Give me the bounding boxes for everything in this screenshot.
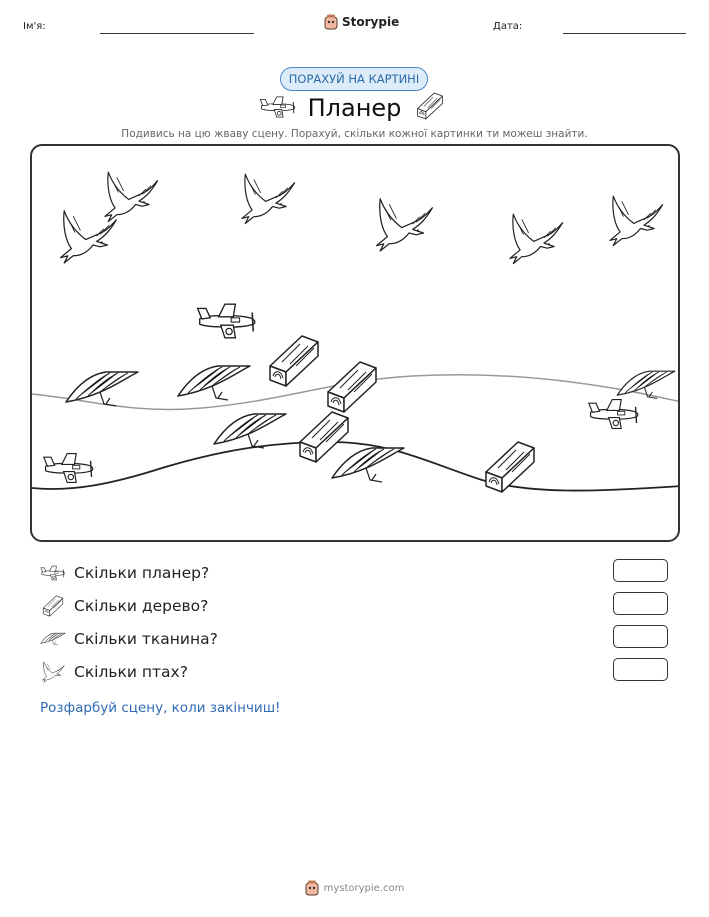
wood-plank: [300, 412, 348, 462]
question-text: Скільки тканина?: [74, 630, 218, 648]
storypie-logo-icon: [305, 880, 319, 896]
date-label: Дата:: [493, 21, 523, 32]
question-row: [40, 660, 188, 684]
hang-glider: [332, 448, 404, 482]
plane: [198, 304, 255, 338]
scene-illustration: [32, 146, 680, 542]
bird-icon: [40, 661, 66, 683]
answer-box-bird[interactable]: [613, 658, 668, 681]
wood-plank-icon: [40, 595, 66, 617]
question-row: [40, 627, 218, 651]
counting-scene: [30, 144, 680, 542]
page-title: Планер: [307, 94, 402, 122]
date-line[interactable]: [563, 33, 686, 34]
question-text: Скільки планер?: [74, 564, 210, 582]
wood-plank: [270, 336, 318, 386]
plane-icon: [40, 563, 66, 583]
hang-glider: [66, 372, 138, 406]
question-row: [40, 561, 209, 585]
wood-plank-icon: [414, 92, 446, 120]
plane: [589, 400, 638, 429]
question-text: Скільки дерево?: [74, 597, 209, 615]
name-line[interactable]: [100, 33, 254, 34]
hang-glider-icon: [40, 629, 66, 649]
storypie-logo-icon: [324, 14, 338, 30]
question-row: [40, 594, 208, 618]
bird: [61, 211, 117, 263]
question-text: Скільки птах?: [74, 663, 188, 681]
bird: [510, 214, 563, 263]
hang-glider: [214, 414, 286, 448]
bird: [377, 199, 433, 251]
bird: [610, 196, 663, 245]
brand-name: Storypie: [342, 15, 400, 29]
footer: [0, 880, 709, 896]
brand-logo: [324, 14, 399, 30]
bird: [105, 172, 158, 221]
coloring-note: Розфарбуй сцену, коли закінчиш!: [40, 700, 281, 716]
footer-url[interactable]: mystorypie.com: [323, 882, 405, 894]
answer-box-wood[interactable]: [613, 592, 668, 615]
name-label: Ім'я:: [23, 21, 46, 32]
answer-box-plane[interactable]: [613, 559, 668, 582]
instructions: Подивись на цю жваву сцену. Порахуй, скільки кожної картинки ти можеш знайти.: [121, 128, 588, 140]
wood-plank: [328, 362, 376, 412]
answer-box-fabric[interactable]: [613, 625, 668, 648]
wood-plank: [486, 442, 534, 492]
hang-glider: [178, 366, 250, 400]
plane: [44, 454, 93, 483]
bird: [242, 174, 295, 223]
count-badge: ПОРАХУЙ НА КАРТИНІ: [280, 67, 428, 91]
